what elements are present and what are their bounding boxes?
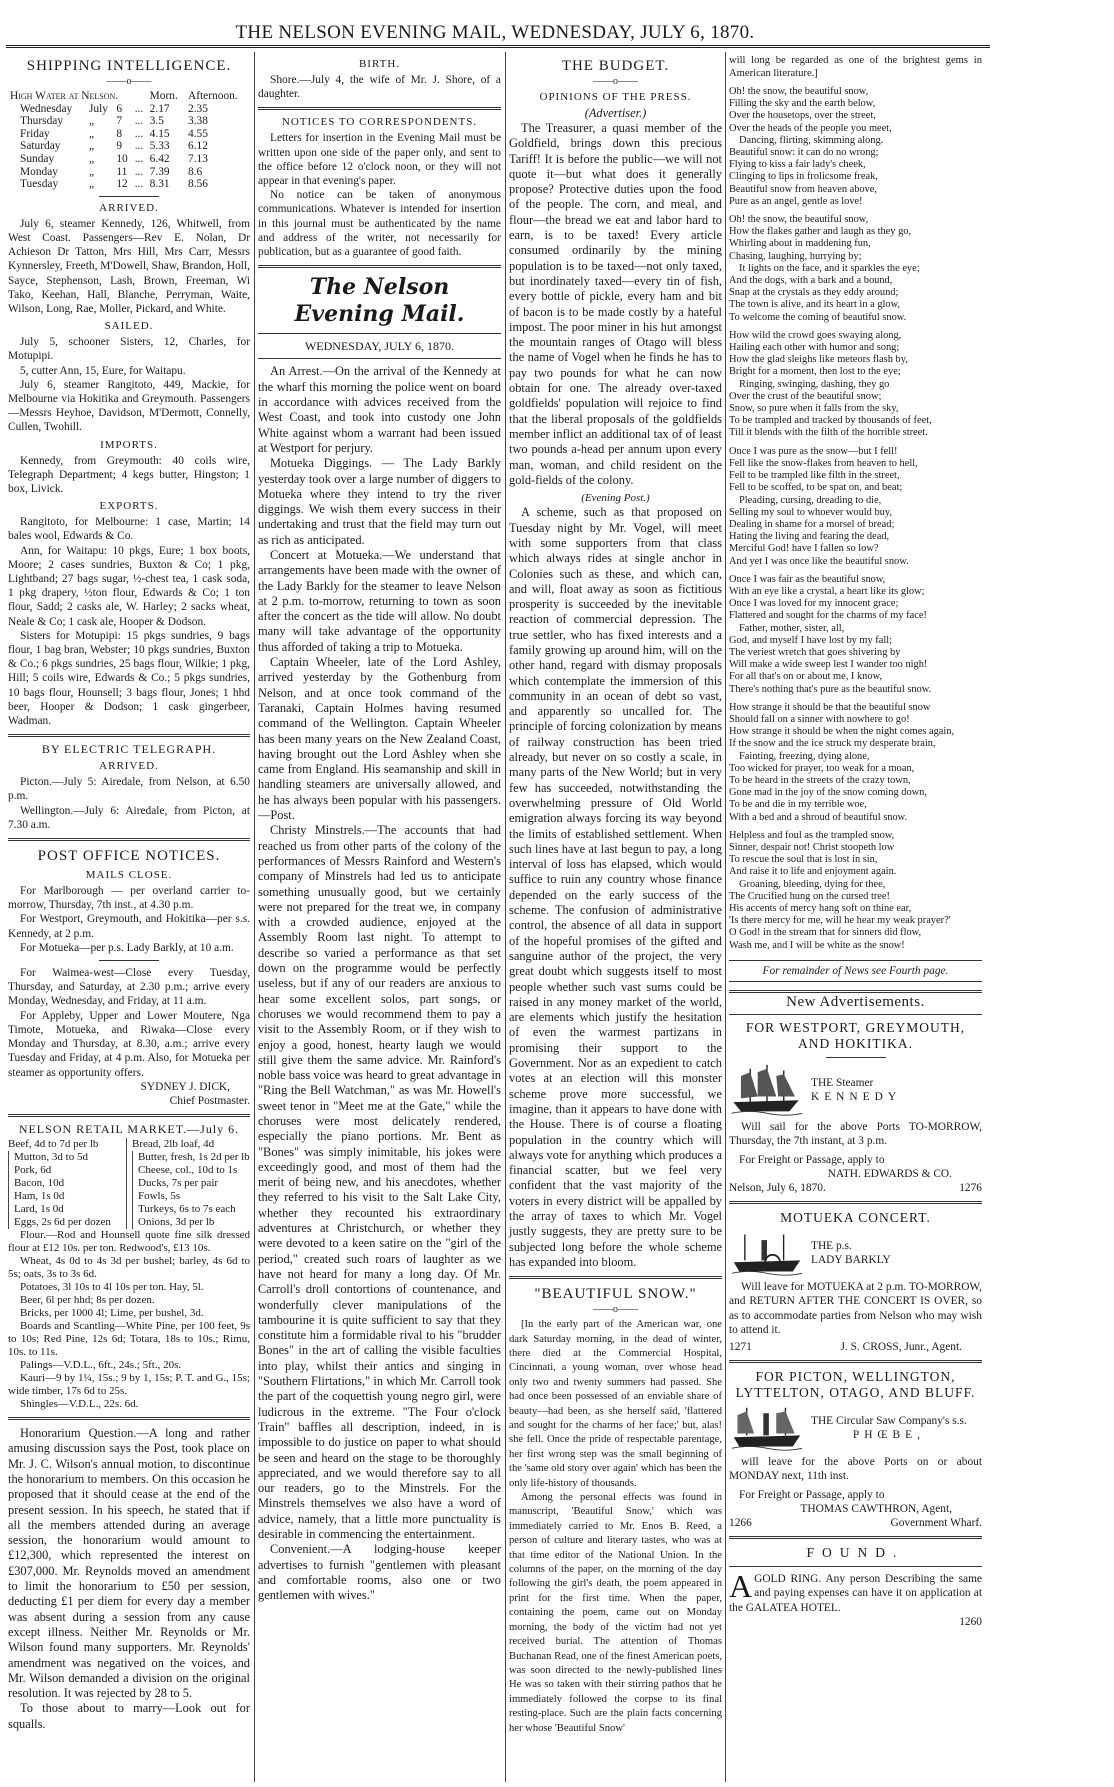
ad-phoebe [729, 1369, 982, 1530]
tide-cell: 3.38 [188, 115, 208, 128]
telegraph-list [8, 775, 250, 832]
column-3 [509, 54, 722, 1736]
ship-name: LADY BARKLY [811, 1254, 891, 1267]
paragraph: To those about to marry—Look out for squalls. [8, 1701, 250, 1731]
section-divider [258, 107, 501, 110]
poem-line: Helpless and foul as the trampled snow, [729, 829, 895, 841]
subheading-arrived: ARRIVED. [99, 201, 159, 214]
poem-line: Once I was pure as the snow—but I fell! [729, 445, 898, 457]
ad-found [729, 1545, 982, 1629]
paragraph: Wheat, 4s 0d to 4s 3d per bushel; barley, 4s 6d to 5s; oats, 3s to 3s 6d. [8, 1255, 250, 1281]
section-divider [509, 1276, 722, 1279]
column-rule [505, 52, 506, 1782]
tide-cell: 6.42 [149, 152, 170, 165]
tide-row [8, 128, 250, 141]
ad-date: Nelson, July 6, 1870. [729, 1182, 826, 1195]
tide-cell: „ [88, 178, 95, 191]
tide-cell: ... [134, 102, 144, 115]
drop-cap: A [729, 1568, 753, 1605]
poem-line: Merciful God! have I fallen so low? [729, 543, 879, 555]
ship-name: PHŒBE, [852, 1429, 925, 1442]
poem-stanza [729, 830, 982, 952]
ad-line: THE Circular Saw Company's s.s. [811, 1415, 967, 1428]
paragraph: Motueka Diggings. — The Lady Barkly yesterday took over a large number of diggers to Motueka where they intend to try the river diggings. We wish them every success in their undertaking and trust that the field may turn out as rich as anticipated. [258, 456, 501, 547]
poem-line: Flattered and sought for the charms of my face! [729, 610, 927, 622]
subheading-imports: IMPORTS. [100, 438, 158, 451]
divider [826, 1057, 886, 1058]
poem-line: Once I was loved for my innocent grace; [729, 598, 899, 610]
poem-line: Filling the sky and the earth below, [729, 98, 876, 110]
tide-cell: 8 [116, 127, 123, 140]
paragraph: Shingles—V.D.L., 22s. 6d. [20, 1398, 139, 1411]
tide-row [8, 178, 250, 191]
poem-line: Father, mother, sister, all, [739, 622, 845, 634]
header-rule [6, 45, 990, 48]
ad-apply: For Freight or Passage, apply to [739, 1153, 885, 1166]
beautiful-snow-poem [729, 86, 982, 952]
poem-line: Dancing, flirting, skimming along. [739, 134, 884, 146]
ad-place: Government Wharf. [890, 1517, 982, 1530]
poem-line: God, and myself I have lost by my fall; [729, 634, 893, 646]
paragraph: For Motueka—per p.s. Lady Barkly, at 10 a.m. [20, 941, 234, 954]
tide-cell: „ [88, 165, 95, 178]
poem-line: To welcome the coming of beautiful snow. [729, 311, 907, 323]
ornament-divider: ——o—— [593, 1304, 638, 1316]
paper-nameplate: The Nelson Evening Mail. [294, 274, 465, 328]
poem-line: Sinner, despair not! Christ stoopeth low [729, 841, 895, 853]
poem-line: Too wicked for prayer, too weak for a moan, [729, 762, 915, 774]
poem-stanza [729, 446, 982, 568]
list-item: Beef, 4d to 7d per lb [8, 1138, 99, 1151]
poem-line: The Crucified hung on the cursed tree! [729, 890, 890, 902]
tide-cell: Saturday [20, 140, 61, 153]
tide-cell: 9 [116, 140, 123, 153]
poem-line: 'Is there mercy for me, will he hear my weak prayer?' [729, 915, 951, 927]
paragraph: Bricks, per 1000 4l; Lime, per bushel, 3d. [20, 1307, 204, 1320]
section-title-telegraph: BY ELECTRIC TELEGRAPH. [41, 742, 217, 757]
tide-cell: 6 [116, 102, 123, 115]
section-title-market: NELSON RETAIL MARKET.—July 6. [18, 1122, 240, 1137]
list-item: Butter, fresh, 1s 2d per lb [132, 1151, 250, 1164]
poem-line: It lights on the face, and it sparkles the eye; [739, 262, 920, 274]
poem-line: Till it blends with the filth of the horrible street. [729, 427, 928, 439]
poem-line: Whirling about in maddening fun, [729, 238, 871, 250]
ad-line: THE Steamer [811, 1077, 874, 1090]
ad-title: FOR PICTON, WELLINGTON, LYTTELTON, OTAGO, AND BLUFF. [735, 1369, 976, 1401]
paragraph: Boards and Scantling—White Pine, per 100 feet, 9s to 10s; Red Pine, 12s 6d; Totara, 18s to 10s.; Rimu, 10s. to 11s. [8, 1320, 250, 1359]
tide-header [8, 90, 250, 103]
poem-line: Pleading, cursing, dreading to die, [739, 494, 882, 506]
column-2 [258, 54, 501, 1603]
poem-line: O God! in the stream that for sinners did flow, [729, 927, 922, 939]
divider [729, 1566, 982, 1567]
tide-cell: 8.31 [149, 178, 170, 191]
paragraph: 5, cutter Ann, 15, Eure, for Waitapu. [20, 364, 186, 377]
poem-line: Fell like the snow-flakes from heaven to hell, [729, 457, 918, 469]
snow-intro [509, 1318, 722, 1736]
ad-text: Will leave for MOTUEKA at 2 p.m. TO-MORROW, and RETURN AFTER THE CONCERT IS OVER, so as to accommodate parties from Nelson who may wish to attend it. [729, 1281, 982, 1336]
poem-line: How the flakes gather and laugh as they go, [729, 226, 912, 238]
paragraph: Convenient.—A lodging-house keeper advertises to furnish "gentlemen with pleasant and comfortable rooms, also one or two gentlemen with wives." [258, 1542, 501, 1603]
tide-row [8, 153, 250, 166]
new-advertisements-heading: New Advertisements. [786, 994, 925, 1011]
paragraph: For Waimea-west—Close every Tuesday, Thursday, and Saturday, at 2.30 p.m.; arrive every Monday, Wednesday, and Friday, at 11 a.m. [8, 967, 250, 1008]
poem-line: How wild the crowd goes swaying along, [729, 329, 902, 341]
poem-line: Snow, so pure when it falls from the sky, [729, 403, 899, 415]
list-item: Ducks, 7s per pair [132, 1177, 250, 1190]
tide-cell: ... [134, 165, 144, 178]
poem-line: Beautiful snow from heaven above, [729, 183, 878, 195]
subheading-mails-close: MAILS CLOSE. [85, 869, 173, 882]
source-evening-post: (Evening Post.) [581, 492, 650, 505]
column-rule [254, 52, 255, 1782]
poem-line: To be and die in my terrible woe, [729, 799, 867, 811]
section-title-shipping: SHIPPING INTELLIGENCE. [26, 58, 232, 74]
paddle-steamer-icon [729, 1229, 805, 1277]
list-item: Cheese, col., 10d to 1s [132, 1164, 250, 1177]
poem-line: And the dogs, with a bark and a bound, [729, 275, 893, 287]
ad-agent: THOMAS CAWTHRON, Agent, [800, 1502, 952, 1515]
snow-intro-continued: will long be regarded as one of the brightest gems in American literature.] [729, 55, 982, 79]
poem-line: To be heard in the streets of the crazy town, [729, 774, 911, 786]
birth-heading: BIRTH. [358, 58, 401, 70]
remainder-note: For remainder of News see Fourth page. [729, 960, 982, 982]
tide-cell: 5.33 [149, 140, 170, 153]
list-item: Pork, 6d [8, 1164, 126, 1177]
poem-line: Oh! the snow, the beautiful snow, [729, 214, 869, 226]
paragraph: Among the personal effects was found in manuscript, 'Beautiful Snow,' which was immediately carried to Mr. Enos B. Reed, a person of culture and literary tastes, who was at that time editor of the National Union. In the columns of the paper, on the morning of the day following the girl's death, the poem appeared in print for the first time. When the paper, containing the poem, came out on Monday morning, the body of the victim had not yet received burial. The attention of Thomas Buchanan Read, one of the finest American poets, was soon directed to the newly-published lines He was so taken with their stirring pathos that he immediately followed the corpse to its final resting-place. Such are the plain facts concerning her whose 'Beautiful Snow' [509, 1492, 722, 1734]
paragraph: The Treasurer, a quasi member of the Goldfield, brings down this precious Tariff! It is before the public—we will not quote it—but what does it generally propose? Protective duties upon the food of the people. The corn, and meal, and flour—the bread we eat and labor hard to earn, is to be taxed! Every article consumed ordinarily by the mining population is to be taxed—not only taxed, but inordinately taxed—every tin of fish, every bottle of pickle, every ham and bit of bacon is to be made costly by a hateful impost. The poor miner in his hut amongst the mountain ranges of Otago will bless the name of Vogel when he finds he has to pay two pounds for what he can now obtain for one. The already over-taxed goldfields' population will rejoice to find that the liberal proposals of the goldfields member inflict an additional tax of of least two pounds a-head per annum upon every man, woman, and child resident on the gold-fields of the colony. [509, 121, 722, 487]
column-1 [8, 54, 250, 1732]
tide-cell: 7.13 [188, 152, 208, 165]
ship-icon [729, 1063, 805, 1117]
poem-line: His accents of mercy hang soft on thine ear, [729, 903, 912, 914]
tide-cell: ... [134, 140, 144, 153]
tide-cell: Monday [20, 165, 58, 178]
tide-header-afternoon: Afternoon. [188, 90, 238, 102]
poem-line: To be trampled and tracked by thousands of feet, [729, 415, 932, 427]
poem-line: Over the housetops, over the street, [729, 110, 876, 122]
paragraph: Rangitoto, for Melbourne: 1 case, Martin; 14 bales wool, Edwards & Co. [8, 516, 250, 543]
ad-text: GOLD RING. Any person Describing the same and paying expenses can have it on application at the GALATEA HOTEL. [729, 1573, 982, 1614]
poem-line: Hailing each other with humor and song; [729, 342, 900, 354]
poem-line: Bright for a moment, then lost to the eye; [729, 366, 901, 378]
paragraph: No notice can be taken of anonymous communications. Whatever is intended for insertion in this journal must be authenticated by the name and address of the writer, not necessarily for publication, but as a guarantee of good faith. [258, 189, 501, 259]
tide-cell: 10 [116, 152, 128, 165]
paragraph: Captain Wheeler, late of the Lord Ashley, arrived yesterday by the Gothenburg from Nelson, and at once took command of the Taranaki, Captain Holmes having resumed command of the Wellington. Captain Wheeler has been many years on the New Zealand Coast, having brought out the Lord Ashley when she came from England. His seamanship and skill in handling steamers are universally allowed, and he has always been popular with his passengers.—Post. [258, 655, 501, 823]
poem-stanza [729, 702, 982, 824]
sailed-list [8, 335, 250, 434]
ad-line: THE p.s. [811, 1240, 852, 1253]
poem-line: How strange it should be when the night comes again, [729, 726, 955, 738]
poem-line: How strange it should be that the beautiful snow [729, 701, 931, 713]
ad-number: 1276 [959, 1182, 982, 1195]
market-right-column [126, 1138, 250, 1229]
poem-line: Fell to be scoffed, to be spat on, and beat; [729, 482, 903, 494]
ship-name: KENNEDY [811, 1091, 902, 1104]
divider [258, 333, 501, 334]
tide-cell: 4.55 [188, 127, 208, 140]
section-divider [8, 838, 250, 841]
col1-articles [8, 1426, 250, 1732]
paragraph: Ann, for Waitapu: 10 pkgs, Eure; 1 box boots, Moore; 2 cases sundries, Buxton & Co; 1 pkg, Lightband; 27 bags sugar, ½-chest tea, 1 cask soda, 1 pkg drapery, ½ton flour, Edwards & Co; 1 ton flour, Sadd; 2 casks ale, W. Harley; 2 sacks wheat, Neale & Co; 1 cask ale, Hooper & Dodson. [8, 544, 250, 628]
section-divider [8, 734, 250, 737]
snow-heading: "BEAUTIFUL SNOW." [534, 1286, 697, 1303]
postmaster-name: SYDNEY J. DICK, [140, 1080, 230, 1093]
paragraph: Christy Minstrels.—The accounts that had reached us from other parts of the colony of the performances of Messrs Rainford and Western's company of Minstrels had led us to anticipate something unusually good, but we certainly were not prepared for the treat we, in company with a crowded audience, enjoyed at the Assembly Room last night. To attempt to describe so varied a performance as that set down on the programme would be perfectly useless, but if any of our readers are anxious to hear some excellent solos, part songs, or choruses we would recommend them to pay a visit to the Assembly Room, or if they wish to enjoy a good, honest, hearty laugh we would still give them the same advice. Mr. Rainford's noble bass voice was heard to great advantage in "Ring the Bell Watchman," as was Mr. Howell's sweet tenor in "Meet me at the Gate," while the choruses were most delicately rendered, especially the piano portions. Mr. Bent as "Bones" was simply inimitable, his jokes were exceedingly good, and most of them had the merit of being new, and his anecdotes, whether they referred to his visit to the Salt Lake City, whether they recounted his extraordinary adventures at Christchurch, or whether they were devoted to a keen satire on the "girl of the period," created such roars of laughter as we have not heard for many a long day. Of Mr. Carroll's droll contortions of countenance, and wonderfully clever manipulations of the tambourine it is quite sufficient to say that they constitute him a formidable rival to his "brudder Bones" in the art of calling the visible faculties into play, whilst their antics and singing in "Southern Flirtations," in which Mr. Carroll took the part of the coquettish young negro girl, were ludicrous in the extreme. "The Four o'clock Train" baffles all description, indeed, in is impossible to do justice on paper to what should be seen and heard on the stage to be thoroughly appreciated, and we would therefore say to all our readers, go to the Minstrels. For the Minstrels themselves we also have a word of advice, namely, that a little more punctuality is desirable in commencing the entertainment. [258, 823, 501, 1541]
birth-notice: Shore.—July 4, the wife of Mr. J. Shore, of a daughter. [258, 74, 501, 101]
poem-stanza [729, 86, 982, 208]
tide-cell: 8.56 [188, 178, 208, 191]
tide-header-label: High Water at Nelson. [10, 90, 119, 102]
tide-cell: ... [134, 152, 144, 165]
ad-text: will leave for the above Ports on or about MONDAY next, 11th inst. [729, 1456, 982, 1483]
ad-apply: For Freight or Passage, apply to [739, 1488, 885, 1501]
paragraph: For Westport, Greymouth, and Hokitika—per s.s. Kennedy, at 2 p.m. [8, 913, 250, 940]
ad-title: MOTUEKA CONCERT. [780, 1210, 931, 1226]
poem-line: Hating the living and fearing the dead, [729, 531, 890, 543]
correspondents-heading: NOTICES TO CORRESPONDENTS. [281, 116, 478, 129]
arrived-list [8, 217, 250, 316]
tide-cell: „ [88, 127, 95, 140]
poem-stanza [729, 574, 982, 696]
poem-line: Pure as an angel, gentle as love! [729, 195, 863, 207]
poem-line: Oh! the snow, the beautiful snow, [729, 86, 869, 97]
budget-advertiser-text [509, 121, 722, 488]
postmaster-title: Chief Postmaster. [169, 1094, 250, 1107]
paragraph: July 6, steamer Rangitoto, 449, Mackie, for Melbourne via Hokitika and Greymouth. Passengers—Messrs Heyhoe, Davidson, M'Dermott, Connelly, Cullen, Twohill. [8, 378, 250, 434]
poem-line: Beautiful snow: it can do no wrong; [729, 147, 879, 159]
divider [729, 1014, 982, 1015]
steamer-icon [729, 1404, 805, 1452]
subheading-exports: EXPORTS. [99, 500, 159, 513]
ad-title: FOUND. [806, 1545, 905, 1561]
tide-cell: „ [88, 140, 95, 153]
paragraph: Picton.—July 5: Airedale, from Nelson, at 6.50 p.m. [8, 776, 250, 803]
tide-cell: 8.6 [188, 165, 203, 178]
divider [258, 358, 501, 359]
tide-cell: 7.39 [149, 165, 170, 178]
section-divider [8, 1417, 250, 1420]
poem-line: Should fall on a sinner with nowhere to go! [729, 713, 910, 725]
list-item: Mutton, 3d to 5d [8, 1151, 126, 1164]
poem-line: Dealing in shame for a morsel of bread; [729, 518, 895, 530]
correspondents-notices [258, 131, 501, 259]
imports-list [8, 454, 250, 497]
list-item: Ham, 1s 0d [8, 1190, 126, 1203]
paragraph: Palings—V.D.L., 6ft., 24s.; 5ft., 20s. [20, 1359, 182, 1372]
tide-cell: 7 [116, 115, 123, 128]
list-item: Eggs, 2s 6d per dozen [8, 1216, 126, 1229]
list-item: Fowls, 5s [132, 1190, 250, 1203]
poem-line: If the snow and the ice struck my desperate brain, [729, 738, 936, 750]
poem-line: Snap at the crystals as they eddy around; [729, 287, 899, 299]
tide-row [8, 140, 250, 153]
poem-line: For all that's on or about me, I know, [729, 671, 882, 683]
tide-cell: 2.17 [149, 102, 170, 115]
paragraph: Beer, 6l per hhd; 8s per dozen. [20, 1294, 155, 1307]
poem-stanza [729, 214, 982, 324]
ad-motueka-concert [729, 1210, 982, 1354]
tide-cell: Tuesday [20, 178, 59, 191]
mail-list-2 [8, 966, 250, 1080]
section-divider [729, 1536, 982, 1539]
paragraph: Wellington.—July 6: Airedale, from Picton, at 7.30 a.m. [8, 804, 250, 831]
tide-cell: 4.15 [149, 127, 170, 140]
poem-line: Chasing, laughing, hurrying by; [729, 250, 862, 262]
column-4 [729, 54, 982, 1629]
poem-line: Groaning, bleeding, dying for thee, [739, 878, 886, 890]
ad-agent: J. S. CROSS, Junr., Agent. [840, 1341, 962, 1354]
ad-agent: NATH. EDWARDS & CO. [827, 1167, 952, 1180]
paragraph: Flour.—Rod and Hounsell quote fine silk dressed flour at £12 10s. per ton. Redwood's, £13 10s. [8, 1229, 250, 1255]
paragraph: For Marlborough — per overland carrier to-morrow, Thursday, 7th inst., at 4.30 p.m. [8, 885, 250, 912]
mail-list [8, 884, 250, 955]
market-prices [8, 1138, 250, 1229]
paragraph: Kauri—9 by 1¼, 15s.; 9 by 1, 15s; P. T. and G., 15s; wide timber, 17s 6d to 25s. [8, 1372, 250, 1398]
ad-number: 1266 [729, 1517, 752, 1530]
paragraph: July 6, steamer Kennedy, 126, Whitwell, from West Coast. Passengers—Rev E. Nolan, Dr Achieson Dr Tatton, Mrs Hill, Mrs Carr, Messrs Kynnersley, Freeth, M'Dowell, Shaw, Brandon, Holl, Sayce, Stephenson, Lash, Brown, Freeman, Wi Tako, Keehan, Hall, Blanche, Perryman, Waite, Wilson, Long, Rae, Moller, Pickard, and White. [8, 217, 250, 315]
market-notes [8, 1229, 250, 1411]
poem-line: How the glad sleighs like meteors flash by, [729, 354, 908, 366]
poem-line: With a bed and a shroud of beautiful snow. [729, 811, 908, 823]
divider [99, 196, 159, 197]
tide-cell: „ [88, 152, 95, 165]
paragraph: [In the early part of the American war, one dark Saturday morning, in the dead of winter, there died at the Commercial Hospital, Cincinnati, a young woman, over whose head only two and twenty summers had passed. She had once been possessed of an enviable share of beauty—had been, as she herself said, 'flattered and sought for the charms of her face;' but, alas! she fell. Once the pride of respectable parentage, her first wrong step was the small beginning of the 'same old story over again' which has been the only life-history of thousands. [509, 1319, 722, 1489]
tide-cell: ... [134, 178, 144, 191]
local-news-articles [258, 364, 501, 1603]
section-divider [258, 265, 501, 268]
high-water-table [8, 90, 250, 191]
paragraph: An Arrest.—On the arrival of the Kennedy at the wharf this morning the police went on board in accordance with advices received from the West Coast, and took into custody one John White against whom a warrant had been issued at Westport for perjury. [258, 364, 501, 455]
ad-number: 1260 [959, 1615, 982, 1628]
paragraph: Honorarium Question.—A long and rather amusing discussion says the Post, took place on Mr. J. C. Wilson's annual motion, to discontinue the honorarium to members. On this occasion he proposed that it should cease at the end of the present session. In his speech, he stated that if all the members attended during an average session, the honorarium would amount to £12,300, which represented the interest on £307,000. Mr. Reynolds moved an amendment to limit the honorarium to £50 per session, deducting £1 per diem for every day a member was absent during a session from any cause except illness. Neither Mr. Reynolds or Mr. Wilson found many supporters. Mr. Reynolds' amendment was negatived on the voices, and Mr. Wilson demanded a division on the original resolution. It was rejected by 28 to 5. [8, 1426, 250, 1701]
list-item: Lard, 1s 0d [8, 1203, 126, 1216]
poem-line: Will make a wide sweep lest I wander too nigh! [729, 659, 928, 671]
divider [99, 960, 159, 961]
source-advertiser: (Advertiser.) [584, 106, 647, 120]
exports-list [8, 515, 250, 728]
paragraph: Concert at Motueka.—We understand that arrangements have been made with the owner of the Lady Barkly for the steamer to leave Nelson at 2 p.m. to-morrow, returning to town as soon after the concert as the tide will allow. No doubt many will take advantage of the opportunity thus afforded of taking a trip to Motueka. [258, 548, 501, 654]
poem-line: Gone mad in the joy of the snow coming down, [729, 787, 927, 799]
poem-line: And raise it to life and enjoyment again. [729, 866, 897, 878]
poem-line: And yet I was once like the beautiful snow. [729, 555, 909, 567]
column-rule [725, 52, 726, 1782]
tide-cell: July [88, 102, 108, 115]
paragraph: Letters for insertion in the Evening Mail must be written upon one side of the paper only, and sent to the office before 12 o'clock noon, or they will not appear in that evening's paper. [258, 132, 501, 188]
section-title-post-office: POST OFFICE NOTICES. [37, 848, 221, 865]
poem-line: With an eye like a crystal, a heart like its glow; [729, 585, 925, 597]
ad-title: FOR WESTPORT, GREYMOUTH, AND HOKITIKA. [745, 1020, 966, 1052]
newspaper-header: THE NELSON EVENING MAIL, WEDNESDAY, JULY 6, 1870. [235, 22, 755, 43]
poem-line: Ringing, swinging, dashing, they go [739, 378, 890, 390]
paragraph: Sisters for Motupipi: 15 pkgs sundries, 9 bags flour, 1 bag bran, Webster; 10 pkgs sundries, Buxton & Co.; 6 pkgs sundries, 25 bags flour, Wilkie; 1 pkg, Hill; 5 coils wire, Edwards & Co.; 5 pkgs sundries, 10 bags flour, Hounsell; 3 bags flour, Jones; 1 hhd beer, Hooper & Dodson; 1 cask gingerbeer, Wadman. [8, 629, 250, 728]
tide-cell: 3.5 [149, 115, 164, 128]
ad-number: 1271 [729, 1341, 752, 1354]
budget-subheading: OPINIONS OF THE PRESS. [539, 91, 692, 103]
poem-line: The veriest wretch that goes shivering by [729, 646, 901, 658]
tide-cell: „ [88, 115, 95, 128]
section-divider [729, 1360, 982, 1363]
poem-line: Flying to kiss a fair lady's cheek, [729, 159, 866, 171]
paragraph: Potatoes, 3l 10s to 4l 10s per ton. Hay, 5l. [20, 1281, 204, 1294]
tide-row [8, 103, 250, 116]
masthead [0, 0, 990, 46]
poem-line: Fell to be trampled like filth in the street, [729, 470, 900, 482]
poem-line: To rescue the soul that is lost in sin, [729, 854, 878, 866]
tide-cell: 2.35 [188, 102, 208, 115]
poem-line: The town is alive, and its heart in a glow, [729, 299, 901, 311]
poem-line: Fainting, freezing, dying alone, [739, 750, 870, 762]
poem-line: Selling my soul to whoever would buy, [729, 506, 892, 518]
tide-row [8, 166, 250, 179]
budget-post-text [509, 505, 722, 1270]
tide-cell: 11 [116, 165, 128, 178]
paragraph: A scheme, such as that proposed on Tuesday night by Mr. Vogel, will meet with some supporters from that class which always rides at single anchor in Colonies such as these, and which can, and will, float away as soon as fictitious prosperity is succeeded by the inevitable reaction of commercial depression. The true settler, who has fixed interests and a family growing up around him, will on the other hand, regard with dismay proposals which contemplate the immersion of this community in an ocean of debt so vast, and apparently so uncalled for. The principle of forcing colonization by means of railway construction has been tried already, but never on so costly a scale, in many parts of the New World; but in very few has succeeded, notwithstanding the overwhelming pressure of Old World emigration always forcing its way beyond the limits of established settlement. When such lines have at last begun to pay, a long interval of loss has elapsed, which would suffice to ruin any country whose finance depended on the early success of the scheme. The confusion of administrative control, the absence of all data in support of the hopeful promises of the gifted and sanguine author of the project, the very great doubt which suggests itself to most people whether such vast sums could be raised in any money market of the world, are elements which justify the hesitation of even the warmest partizans in promising their support to the Government. Nor as an expedient to catch votes at an election will this monster scheme prove more successful, we imagine, than it appears to have done with the House. There is of course a floating population in the country which will always vote for anything which produces a financial scatter, but we feel very confident that the vast majority of the voters in every district will be appalled by the array of taxes to which Mr. Vogel justly suggests, they are pretty sure to be subjected long before the whole scheme has expanded into bloom. [509, 505, 722, 1269]
tide-cell: Sunday [20, 152, 55, 165]
budget-heading: THE BUDGET. [561, 58, 670, 74]
tide-cell: ... [134, 115, 144, 128]
tide-cell: 6.12 [188, 140, 208, 153]
poem-line: Wash me, and I will be white as the snow! [729, 939, 905, 951]
tide-header-morning: Morn. [149, 90, 178, 102]
section-divider [729, 990, 982, 993]
poem-line: Over the heads of the people you meet, [729, 122, 892, 134]
paragraph: July 5, schooner Sisters, 12, Charles, for Motupipi. [8, 336, 250, 363]
tide-row [8, 115, 250, 128]
poem-line: Clinging to lips in frolicsome freak, [729, 171, 878, 183]
poem-line: There's nothing that's pure as the beautiful snow. [729, 683, 932, 695]
tide-cell: Wednesday [20, 102, 73, 115]
ad-text: Will sail for the above Ports TO-MORROW, Thursday, the 7th instant, at 3 p.m. [729, 1121, 982, 1148]
tide-cell: 12 [116, 178, 128, 191]
list-item: Bread, 2lb loaf, 4d [132, 1138, 215, 1151]
ad-kennedy [729, 1020, 982, 1195]
list-item: Onions, 3d per lb [132, 1216, 250, 1229]
paragraph: For Appleby, Upper and Lower Moutere, Nga Timote, Motueka, and Riwaka—Close every Monday and Thursday, at 8.30, a.m.; arrive every Tuesday and Friday, at 4 p.m. Also, for Motueka per steamer as opportunity offers. [8, 1009, 250, 1079]
tide-cell: Thursday [20, 115, 64, 128]
poem-line: Over the crust of the beautiful snow; [729, 390, 882, 402]
section-divider [8, 1114, 250, 1117]
tide-cell: ... [134, 127, 144, 140]
paper-date: WEDNESDAY, JULY 6, 1870. [304, 339, 455, 354]
subheading-sailed: SAILED. [104, 320, 154, 333]
list-item: Bacon, 10d [8, 1177, 126, 1190]
market-left-column [8, 1138, 126, 1229]
tide-cell: Friday [20, 127, 50, 140]
list-item: Turkeys, 6s to 7s each [132, 1203, 250, 1216]
ornament-divider: ——o—— [106, 76, 152, 87]
poem-stanza [729, 330, 982, 440]
section-divider [729, 1201, 982, 1204]
poem-line: Once I was fair as the beautiful snow, [729, 573, 886, 585]
ornament-divider: ——o—— [593, 76, 638, 87]
subheading-telegraph-arrived: ARRIVED. [99, 760, 159, 773]
paragraph: Kennedy, from Greymouth: 40 coils wire, Telegraph Department; 4 kegs butter, Hingston; 1 box, Livick. [8, 454, 250, 495]
